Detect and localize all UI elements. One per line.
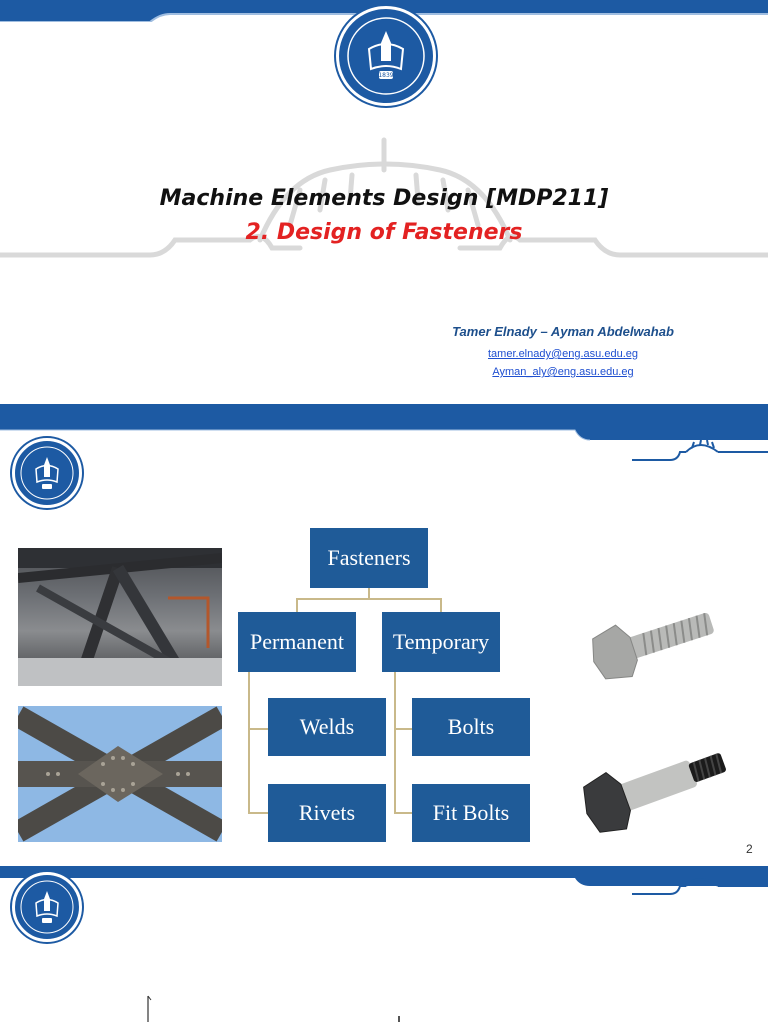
title-slide — [0, 0, 768, 392]
hex-bolt-icon — [586, 590, 722, 690]
riveted-truss-photo — [18, 706, 222, 842]
email-link-1[interactable]: tamer.elnady@eng.asu.edu.eg — [488, 348, 638, 360]
email-link-2[interactable]: Ayman_aly@eng.asu.edu.eg — [492, 366, 634, 378]
course-title: Machine Elements Design [MDP211] — [159, 186, 609, 211]
authors: Tamer Elnady – Ayman Abdelwahab — [452, 324, 674, 339]
diagram-node-fit-bolts: Fit Bolts — [412, 784, 530, 842]
seal-year: 1839 — [378, 72, 394, 79]
fasteners-slide — [0, 400, 768, 862]
steel-frame-photo — [18, 548, 222, 686]
next-slide-partial — [0, 866, 768, 1024]
university-seal-icon — [336, 6, 436, 106]
lecture-subtitle: 2. Design of Fasteners — [245, 220, 523, 245]
page-number: 2 — [746, 842, 753, 856]
shoulder-bolt-icon — [582, 732, 732, 842]
slide-header-banner — [0, 400, 768, 462]
diagram-node-welds: Welds — [268, 698, 386, 756]
diagram-node-bolts: Bolts — [412, 698, 530, 756]
diagram-node-rivets: Rivets — [268, 784, 386, 842]
dome-icon — [632, 440, 768, 460]
diagram-node-temporary: Temporary — [382, 612, 500, 672]
university-seal-icon — [12, 872, 82, 942]
diagram-node-permanent: Permanent — [238, 612, 356, 672]
diagram-root-fasteners: Fasteners — [310, 528, 428, 588]
university-seal-icon — [12, 438, 82, 508]
pen-cursor-icon — [140, 992, 160, 1022]
slide-header-banner — [0, 866, 768, 906]
